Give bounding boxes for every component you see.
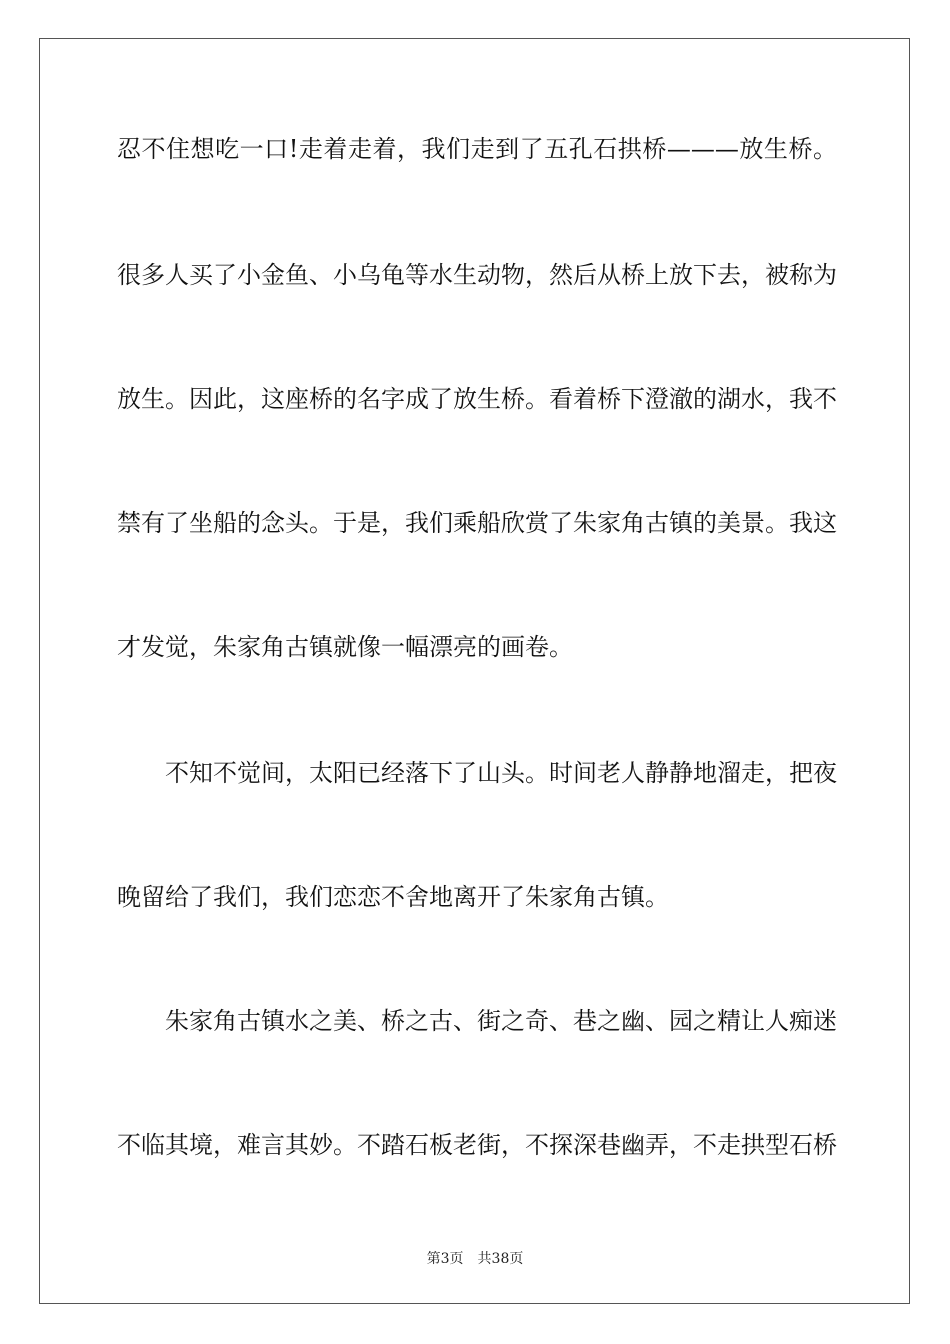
text-line: 很多人买了小金鱼、小乌龟等水生动物，然后从桥上放下去，被称为 — [117, 261, 837, 289]
text-line: 不临其境，难言其妙。不踏石板老街，不探深巷幽弄，不走拱型石桥 — [117, 1131, 837, 1159]
text-line: 晚留给了我们，我们恋恋不舍地离开了朱家角古镇。 — [117, 883, 669, 911]
page-footer — [0, 1248, 950, 1268]
page-border — [39, 38, 910, 1304]
paragraph-first-line: 朱家角古镇水之美、桥之古、街之奇、巷之幽、园之精让人痴迷 — [165, 1007, 837, 1035]
page-number: 第3页 — [426, 1251, 464, 1267]
page-total: 共38页 — [477, 1251, 524, 1267]
text-line: 禁有了坐船的念头。于是，我们乘船欣赏了朱家角古镇的美景。我这 — [117, 509, 837, 537]
text-line: 放生。因此，这座桥的名字成了放生桥。看着桥下澄澈的湖水，我不 — [117, 385, 837, 413]
text-line: 忍不住想吃一口!走着走着，我们走到了五孔石拱桥———放生桥。 — [117, 135, 837, 163]
paragraph-first-line: 不知不觉间，太阳已经落下了山头。时间老人静静地溜走，把夜 — [165, 759, 837, 787]
text-line: 才发觉，朱家角古镇就像一幅漂亮的画卷。 — [117, 633, 573, 661]
